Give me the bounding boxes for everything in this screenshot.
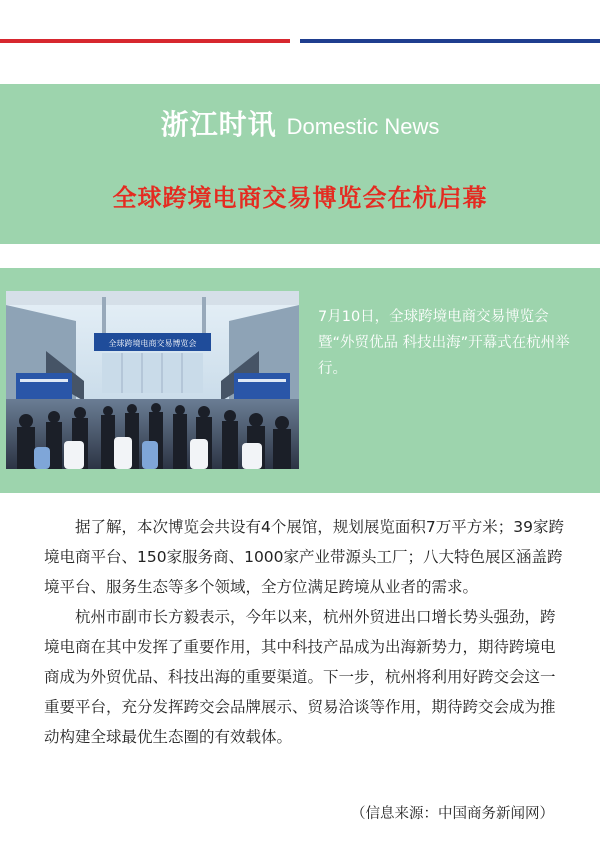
top-divider-red xyxy=(0,39,290,43)
top-divider-blue xyxy=(300,39,600,43)
article-paragraph: 杭州市副市长方毅表示，今年以来，杭州外贸进出口增长势头强劲，跨境电商在其中发挥了重要作用，其中科技产品成为出海新势力，期待跨境电商成为外贸优品、科技出海的重要渠道。下一步，杭州将利用好跨交会这一重要平台，充分发挥跨交会品牌展示、贸易洽谈等作用，期待跨交会成为推动构建全球最优生态圈的有效载体。 xyxy=(44,608,556,746)
section-title xyxy=(0,103,600,143)
article-paragraph: 据了解，本次博览会共设有4个展馆，规划展览面积7万平方米；39家跨境电商平台、150家服务商、1000家产业带源头工厂；八大特色展区涵盖跨境平台、服务生态等多个领域，全方位满足跨境从业者的需求。 xyxy=(44,518,564,596)
top-divider xyxy=(0,39,600,43)
photo-caption: 7月10日，全球跨境电商交易博览会暨“外贸优品 科技出海”开幕式在杭州举行。 xyxy=(318,309,570,377)
banner-text: 全球跨境电商交易博览会 xyxy=(108,339,197,348)
section-title-en: Domestic News xyxy=(286,114,440,139)
expo-photo xyxy=(6,291,299,469)
article-body xyxy=(44,512,564,752)
article-headline: 全球跨境电商交易博览会在杭启幕 xyxy=(112,184,488,212)
section-title-cn: 浙江时讯 xyxy=(160,108,277,141)
source-note: （信息来源：中国商务新闻网） xyxy=(351,806,554,822)
